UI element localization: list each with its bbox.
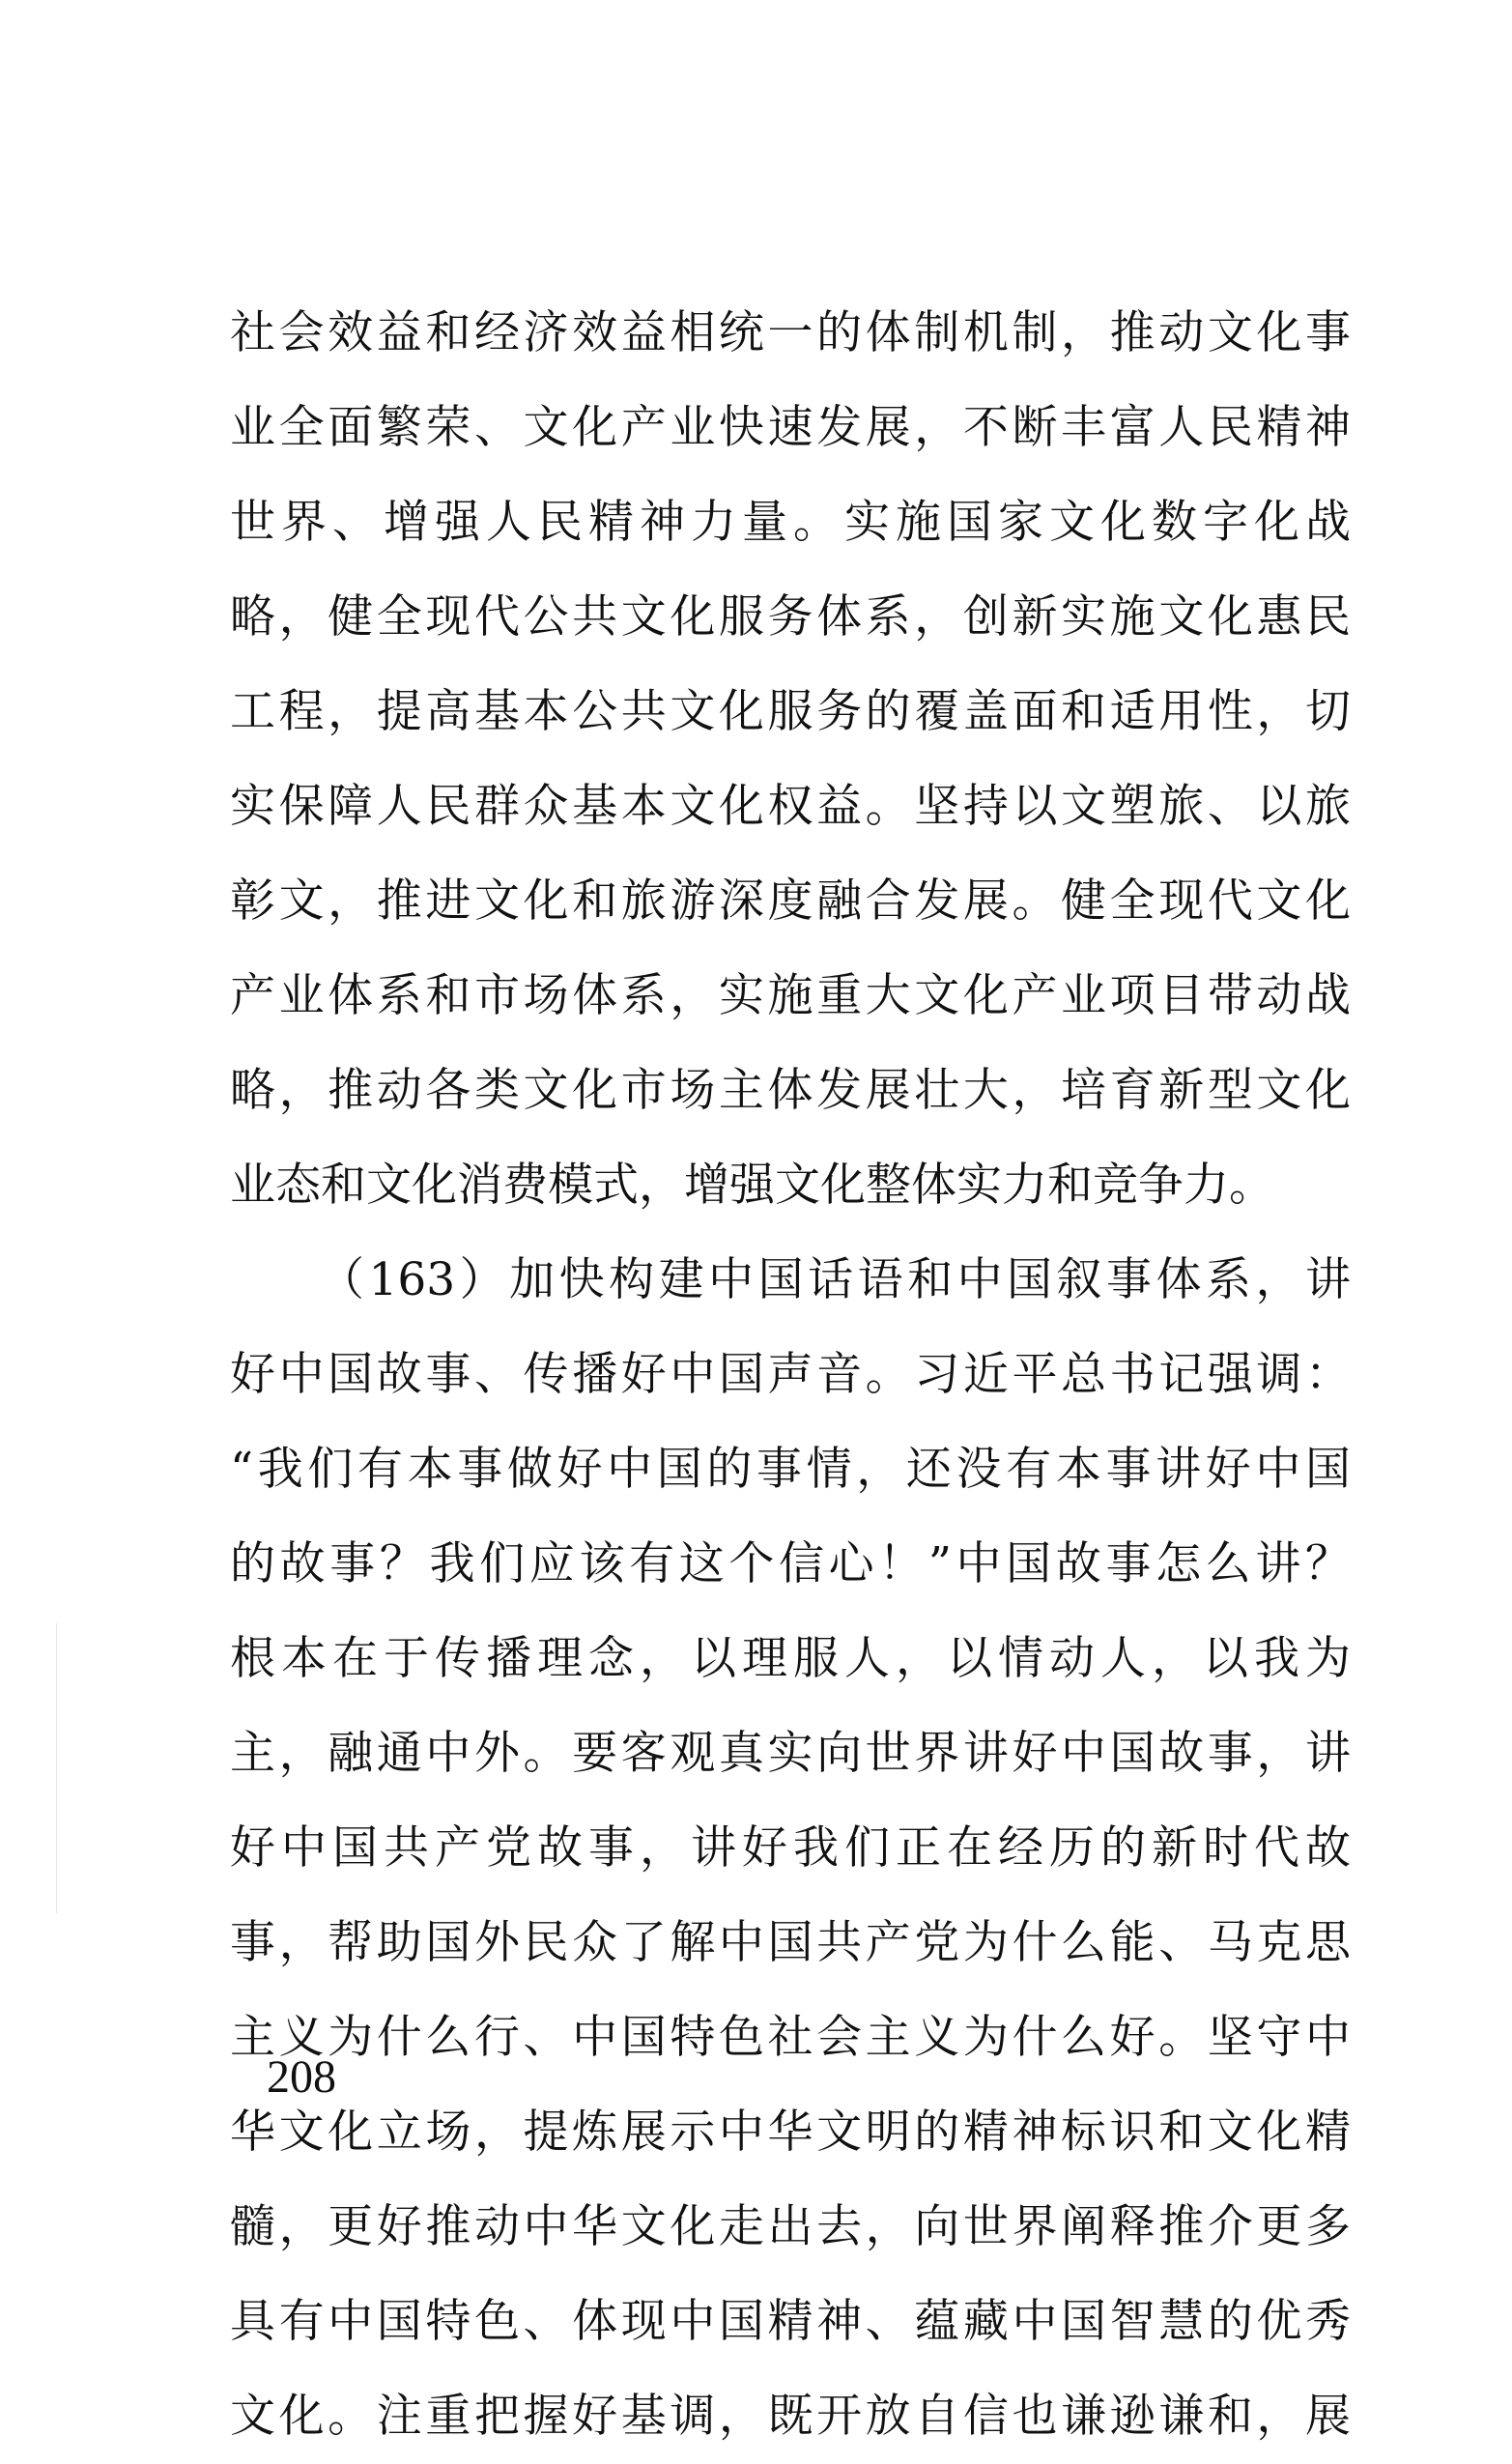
page-number: 208 [267,2051,336,2103]
text-line: 工程，提高基本公共文化服务的覆盖面和适用性，切 [230,685,1351,738]
text-line: 的故事？我们应该有这个信心！”中国故事怎么讲？ [230,1537,1351,1590]
paragraph-start-line: （163）加快构建中国话语和中国叙事体系，讲 [319,1253,1351,1306]
text-line: 髓，更好推动中华文化走出去，向世界阐释推介更多 [230,2200,1351,2253]
text-line: 产业体系和市场体系，实施重大文化产业项目带动战 [230,969,1351,1022]
text-line: 实保障人民群众基本文化权益。坚持以文塑旅、以旅 [230,780,1351,833]
text-line: 略，健全现代公共文化服务体系，创新实施文化惠民 [230,590,1351,644]
text-line: 主，融通中外。要客观真实向世界讲好中国故事，讲 [230,1727,1351,1780]
text-line: 华文化立场，提炼展示中华文明的精神标识和文化精 [230,2106,1351,2159]
text-line: 主义为什么行、中国特色社会主义为什么好。坚守中 [230,2011,1351,2064]
text-line: 略，推动各类文化市场主体发展壮大，培育新型文化 [230,1064,1351,1117]
text-line: 具有中国特色、体现中国精神、蕴藏中国智慧的优秀 [230,2295,1351,2348]
text-line: 世界、增强人民精神力量。实施国家文化数字化战 [230,496,1351,549]
text-line: 文化。注重把握好基调，既开放自信也谦逊谦和，展 [230,2390,1351,2443]
text-line: 事，帮助国外民众了解中国共产党为什么能、马克思 [230,1916,1351,1969]
text-line: 彰文，推进文化和旅游深度融合发展。健全现代文化 [230,874,1351,928]
body-text [230,286,1351,2464]
text-line: 业态和文化消费模式，增强文化整体实力和竞争力。 [230,1159,1274,1212]
text-line: 社会效益和经济效益相统一的体制机制，推动文化事 [230,306,1351,359]
text-line: 根本在于传播理念，以理服人，以情动人，以我为 [230,1632,1351,1685]
text-line: “我们有本事做好中国的事情，还没有本事讲好中国 [230,1443,1351,1496]
text-line: 好中国故事、传播好中国声音。习近平总书记强调： [230,1348,1351,1401]
text-line: 好中国共产党故事，讲好我们正在经历的新时代故 [230,1821,1351,1875]
scan-margin-mark [56,1623,57,1913]
text-line: 业全面繁荣、文化产业快速发展，不断丰富人民精神 [230,401,1351,454]
